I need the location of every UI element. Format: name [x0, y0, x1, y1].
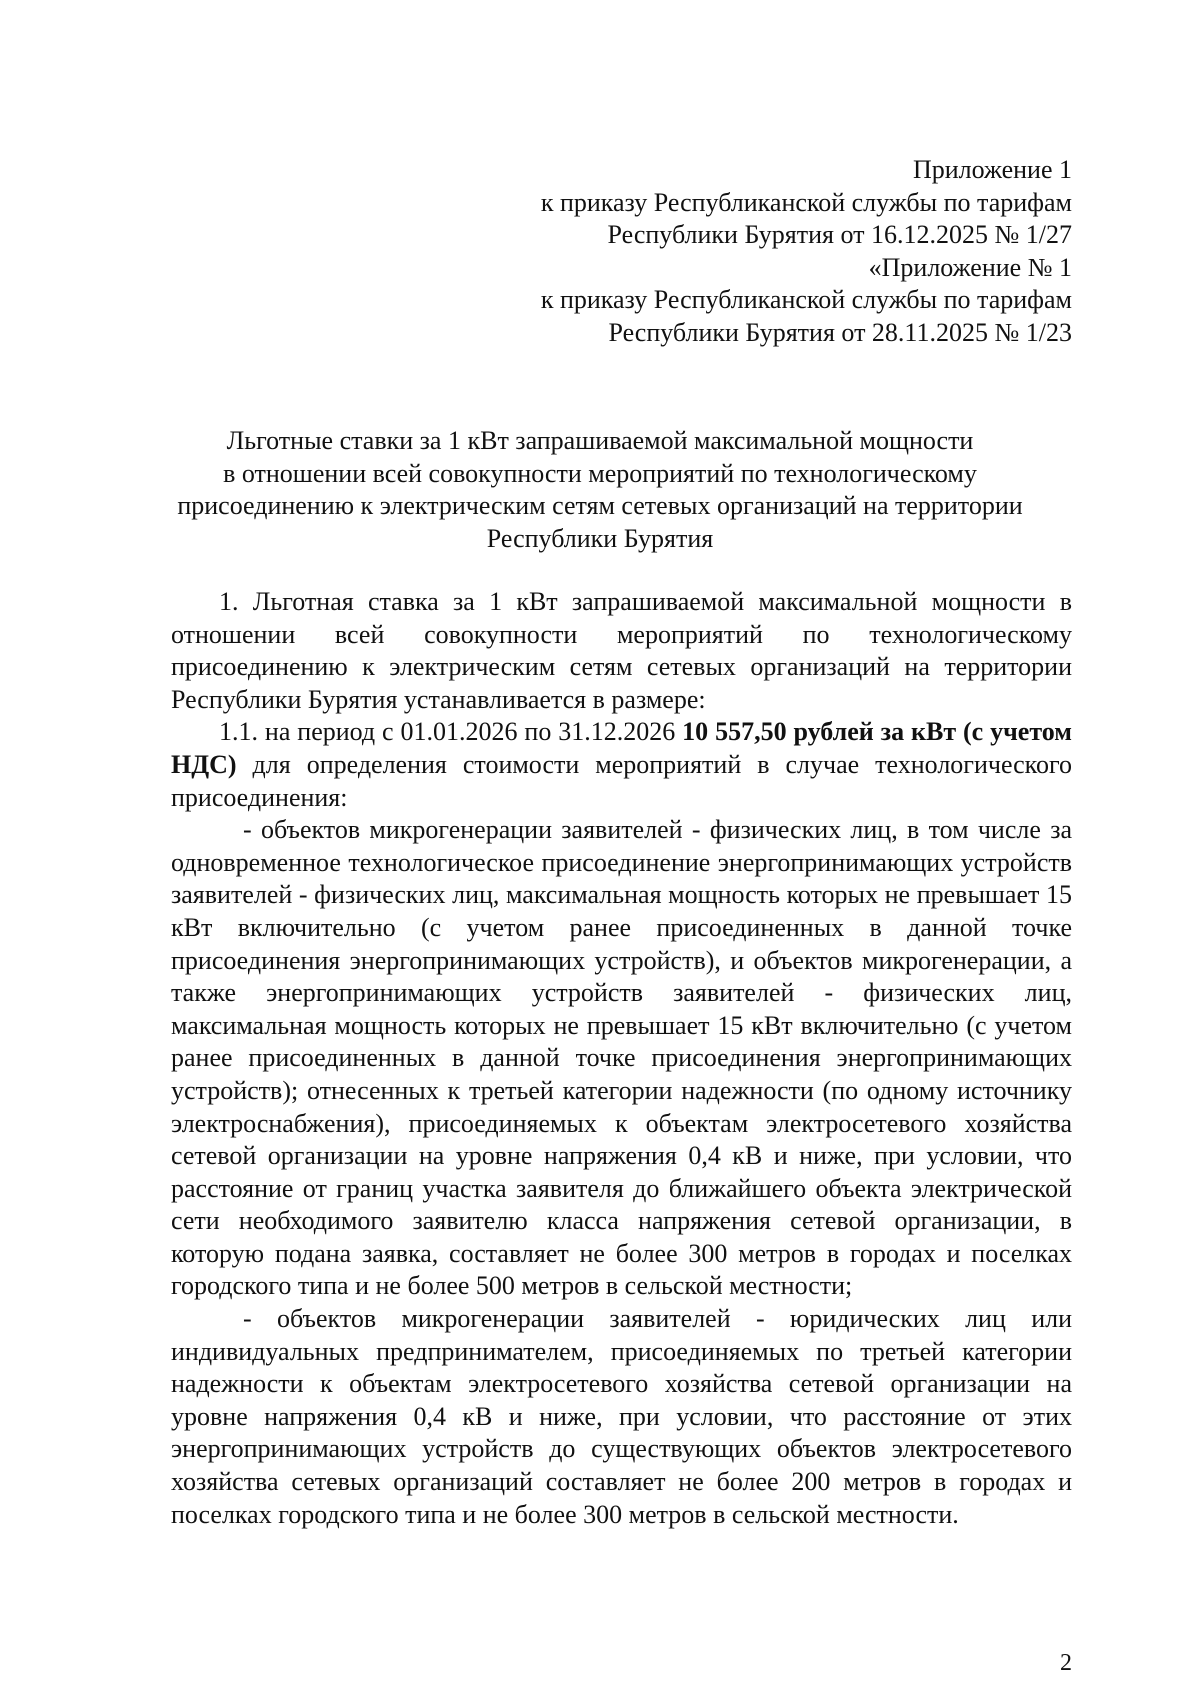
appendix-line: Приложение 1 [912, 155, 1072, 184]
paragraph-1-1-prefix: 1.1. на период с 01.01.2026 по 31.12.2026 [219, 717, 683, 747]
rate-amount: 10 557,50 рублей за кВт (с учетом НДС) [171, 717, 1072, 779]
appendix-line: к приказу Республиканской службы по тарифам [540, 285, 1072, 314]
title-line: Льготные ставки за 1 кВт запрашиваемой максимальной мощности [226, 426, 974, 455]
paragraph-1: 1. Льготная ставка за 1 кВт запрашиваемой максимальной мощности в отношении всей совокупности мероприятий по технологическому присоединению к электрическим сетям сетевых организаций на территории Республики Бурятия устанавливается в размере: [171, 587, 1072, 714]
title-line: Республики Бурятия [486, 523, 714, 553]
list-item-legal-entities: - объектов микрогенерации заявителей - юридических лиц или индивидуальных предпринимателем, присоединяемых по третьей категории надежности к объектам электросетевого хозяйства сетевой организации на уровне напряжения 0,4 кВ и ниже, при условии, что расстояние от этих энергопринимающих устройств до существующих объектов электросетевого хозяйства сетевых организаций составляет не более 200 метров в городах и поселках городского типа и не более 300 метров в сельской местности. [171, 1304, 1072, 1529]
appendix-line: к приказу Республиканской службы по тарифам [540, 187, 1072, 217]
appendix-line: Республики Бурятия от 28.11.2025 № 1/23 [608, 317, 1072, 347]
list-item-individuals: - объектов микрогенерации заявителей - физических лиц, в том числе за одновременное технологическое присоединение энергопринимающих устройств заявителей - физических лиц, максимальная мощность которых не превышает 15 кВт включительно (с учетом ранее присоединенных в данной точке присоединения энергопринимающих устройств), и объектов микрогенерации, а также энергопринимающих устройств заявителей - физических лиц, максимальная мощность которых не превышает 15 кВт включительно (с учетом ранее присоединенных в данной точке присоединения энергопринимающих устройств); отнесенных к третьей категории надежности (по одному источнику электроснабжения), присоединяемых к объектам электросетевого хозяйства сетевой организации на уровне напряжения 0,4 кВ и ниже, при условии, что расстояние от границ участка заявителя до ближайшего объекта электрической сети необходимого заявителю класса напряжения сетевой организации, в которую подана заявка, составляет не более 300 метров в городах и поселках городского типа и не более 500 метров в сельской местности; [171, 815, 1072, 1301]
document-body [171, 586, 1072, 1531]
paragraph-1-1 [171, 716, 1072, 814]
document-title [150, 425, 1050, 555]
appendix-line: «Приложение № 1 [868, 252, 1072, 282]
title-line: в отношении всей совокупности мероприятий по технологическому [223, 458, 977, 488]
title-line: присоединению к электрическим сетям сетевых организаций на территории [177, 491, 1023, 520]
appendix-line: Республики Бурятия от 16.12.2025 № 1/27 [607, 220, 1072, 249]
appendix-header [372, 154, 1072, 349]
paragraph-1-1-suffix: для определения стоимости мероприятий в случае технологического присоединения: [171, 749, 1072, 812]
page-number: 2 [1060, 1650, 1072, 1676]
